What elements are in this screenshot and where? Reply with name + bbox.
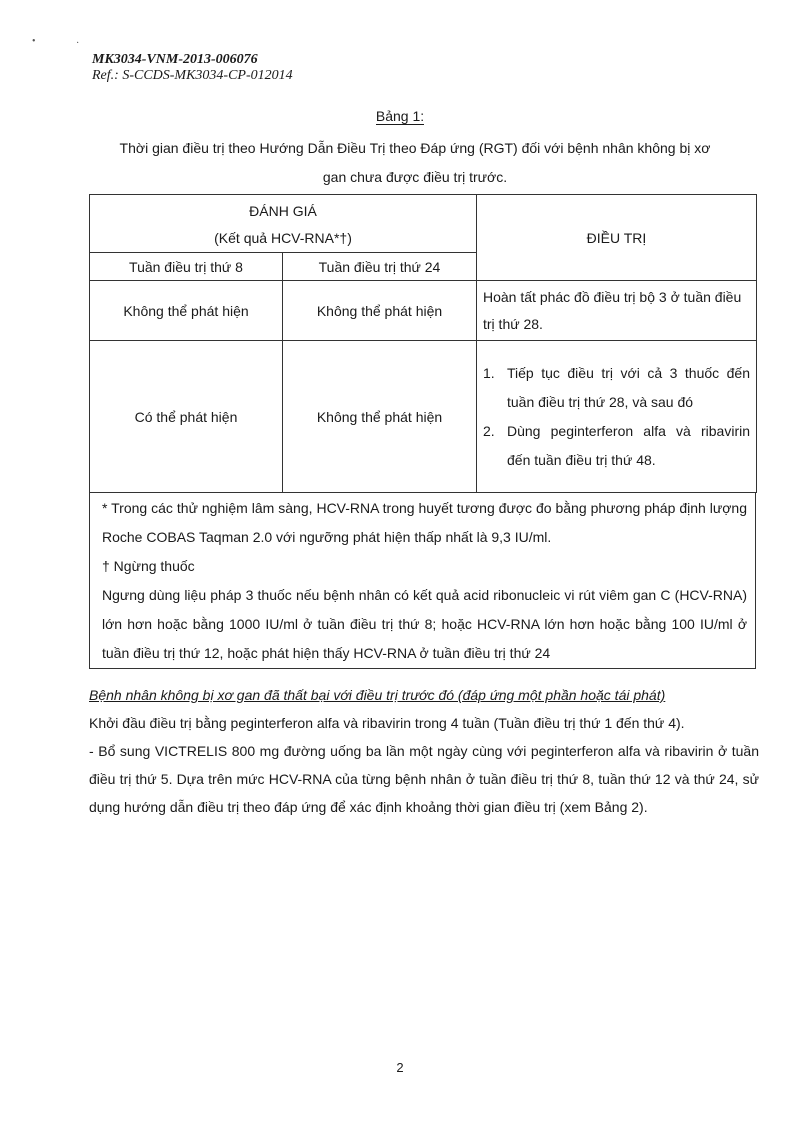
treatment-step-2: [483, 417, 750, 475]
assessment-heading: ĐÁNH GIÁ: [249, 202, 317, 219]
treatment-heading: ĐIỀU TRỊ: [586, 229, 647, 246]
step-number: 1.: [483, 364, 495, 381]
section-paragraph-1: Khởi đầu điều trị bằng peginterferon alfa và ribavirin trong 4 tuần (Tuần điều trị thứ 1 đến thứ 4).: [89, 715, 685, 731]
step-text: Tiếp tục điều trị với cả 3 thuốc đến tuần điều trị thứ 28, và sau đó: [507, 364, 750, 410]
section-subheading: Bệnh nhân không bị xơ gan đã thất bại với điều trị trước đó (đáp ứng một phần hoặc tái phát): [89, 687, 666, 703]
treatment-header-cell: [477, 195, 757, 281]
step-text: Dùng peginterferon alfa và ribavirin đến tuần điều trị thứ 48.: [507, 422, 750, 468]
hcv-rna-result-heading: (Kết quả HCV-RNA*†): [214, 229, 352, 246]
table-number-label: Bảng 1:: [375, 108, 425, 124]
row2-week-8-cell: Có thể phát hiện: [90, 341, 283, 493]
table-title-line-1: Thời gian điều trị theo Hướng Dẫn Điều Trị theo Đáp ứng (RGT) đối với bệnh nhân không bị xơ: [119, 140, 711, 156]
row1-week-8-cell: Không thể phát hiện: [90, 281, 283, 341]
row1-treatment-cell: Hoàn tất phác đồ điều trị bộ 3 ở tuần điều trị thứ 28.: [477, 281, 757, 341]
table-title-line-2: gan chưa được điều trị trước.: [322, 169, 508, 185]
table-title: [90, 134, 740, 192]
table-footnotes: [89, 492, 756, 669]
footnote-dagger: † Ngừng thuốc: [102, 558, 195, 574]
reference-code: Ref.: S-CCDS-MK3034-CP-012014: [92, 68, 293, 83]
section-paragraph-2: - Bổ sung VICTRELIS 800 mg đường uống ba lần một ngày cùng với peginterferon alfa và ribavirin ở tuần điều trị thứ 5. Dựa trên mức HCV-RNA của từng bệnh nhân ở tuần điều trị thứ 8, tuần thứ 12 và thứ 24, sử dụng hướng dẫn điều trị theo đáp ứng để xác định khoảng thời gian điều trị (xem Bảng 2).: [89, 743, 759, 815]
table-row: [90, 281, 757, 341]
scan-speck: ·: [76, 38, 80, 49]
page-number: 2: [396, 1060, 404, 1075]
assessment-header-cell: [90, 195, 477, 253]
prior-failure-section: [89, 681, 759, 821]
document-header: [92, 52, 293, 84]
treatment-duration-table: [89, 194, 757, 493]
row2-week-24-cell: Không thể phát hiện: [283, 341, 477, 493]
week-24-header: Tuần điều trị thứ 24: [283, 253, 477, 281]
row2-treatment-cell: [477, 341, 757, 493]
week-8-header: Tuần điều trị thứ 8: [90, 253, 283, 281]
scan-speck: •: [32, 36, 36, 47]
document-code: MK3034-VNM-2013-006076: [92, 52, 258, 67]
table-number: [0, 108, 800, 124]
table-header-row: [90, 195, 757, 253]
table-row: [90, 341, 757, 493]
row1-week-24-cell: Không thể phát hiện: [283, 281, 477, 341]
footnote-star: * Trong các thử nghiệm lâm sàng, HCV-RNA trong huyết tương được đo bằng phương pháp định lượng Roche COBAS Taqman 2.0 với ngưỡng phát hiện thấp nhất là 9,3 IU/ml.: [102, 500, 747, 545]
treatment-step-1: [483, 359, 750, 417]
stopping-rule: Ngưng dùng liệu pháp 3 thuốc nếu bệnh nhân có kết quả acid ribonucleic vi rút viêm gan C (HCV-RNA) lớn hơn hoặc bằng 1000 IU/ml ở tuần điều trị thứ 8; hoặc HCV-RNA lớn hơn hoặc bằng 100 IU/ml ở tuần điều trị thứ 12, hoặc phát hiện thấy HCV-RNA ở tuần điều trị thứ 24: [102, 587, 747, 661]
step-number: 2.: [483, 422, 495, 439]
